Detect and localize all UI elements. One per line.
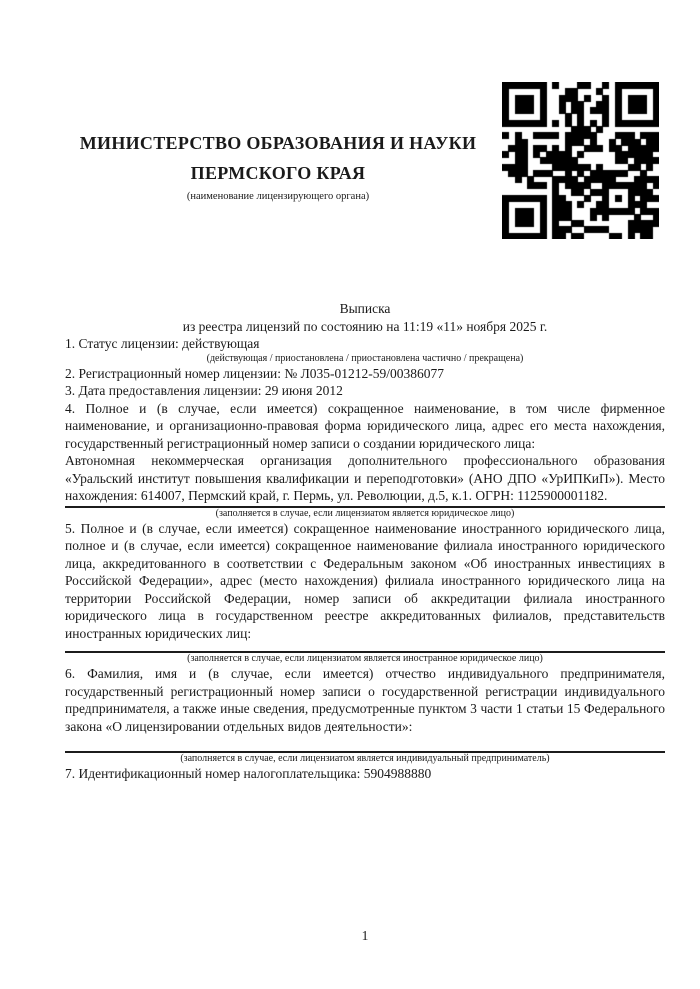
foreign-entity-caption: (заполняется в случае, если лицензиатом является иностранное юридическое лицо) xyxy=(187,653,543,664)
licensing-authority-block xyxy=(65,128,491,204)
legal-entity-clause: 4. Полное и (в случае, если имеется) сокращенное наименование, в том числе фирменное наименование, и организационно-правовая форма юридического лица, адрес его места нахождения, государственный регистрационный номер записи о создании юридического лица: xyxy=(65,400,665,451)
taxpayer-id-line: 7. Идентификационный номер налогоплательщика: 5904988880 xyxy=(65,766,432,781)
license-grant-date-line: 3. Дата предоставления лицензии: 29 июня 2012 xyxy=(65,383,343,398)
registration-number-line: 2. Регистрационный номер лицензии: № Л035-01212-59/00386077 xyxy=(65,365,445,381)
licensing-authority-caption: (наименование лицензирующего органа) xyxy=(186,191,370,202)
document-title xyxy=(65,300,665,335)
individual-entrepreneur-clause: 6. Фамилия, имя и (в случае, если имеется) отчество индивидуального предпринимателя, государственный регистрационный номер записи о государственной регистрации индивидуального предпринимателя, а также иные сведения, предусмотренные пунктом 3 части 1 статьи 15 Федерального закона «О лицензировании отдельных видов деятельности»: xyxy=(65,666,665,734)
ministry-name-line2: ПЕРМСКОГО КРАЯ xyxy=(190,163,366,183)
document-title-line1: Выписка xyxy=(339,301,391,316)
document-body xyxy=(65,300,665,783)
legal-entity-caption: (заполняется в случае, если лицензиатом является юридическое лицо) xyxy=(215,507,515,519)
license-status-line: 1. Статус лицензии: действующая xyxy=(65,336,260,351)
qr-code-icon xyxy=(502,82,659,239)
document-title-line2: из реестра лицензий по состоянию на 11:19 «11» ноября 2025 г. xyxy=(182,318,548,334)
legal-entity-value: Автономная некоммерческая организация дополнительного профессионального образования «Уральский институт повышения квалификации и переподготовки» (АНО ДПО «УрИПКиП»). Место нахождения: 614007, Пермский край, г. Пермь, ул. Революции, д.5, к.1. ОГРН: 1125900001182. xyxy=(65,453,665,503)
ministry-name-line1: МИНИСТЕРСТВО ОБРАЗОВАНИЯ И НАУКИ xyxy=(79,133,477,153)
page-number: 1 xyxy=(361,928,369,943)
foreign-entity-clause: 5. Полное и (в случае, если имеется) сокращенное наименование иностранного юридического лица, полное и (в случае, если имеется) сокращенное наименование филиала иностранного юридического лица, аккредитованного в соответствии с Федеральным законом «Об иностранных инвестициях в Российской Федерации», адрес (место нахождения) филиала иностранного юридического лица на территории Российской Федерации, номер записи об аккредитации филиала иностранного юридического лица в государственном реестре аккредитованных филиалов, представительств иностранных юридических лиц: xyxy=(65,520,665,641)
ministry-name xyxy=(65,128,491,188)
individual-entrepreneur-caption: (заполняется в случае, если лицензиатом является индивидуальный предприниматель) xyxy=(180,753,550,764)
license-status-options-caption: (действующая / приостановлена / приостановлена частично / прекращена) xyxy=(206,352,524,364)
